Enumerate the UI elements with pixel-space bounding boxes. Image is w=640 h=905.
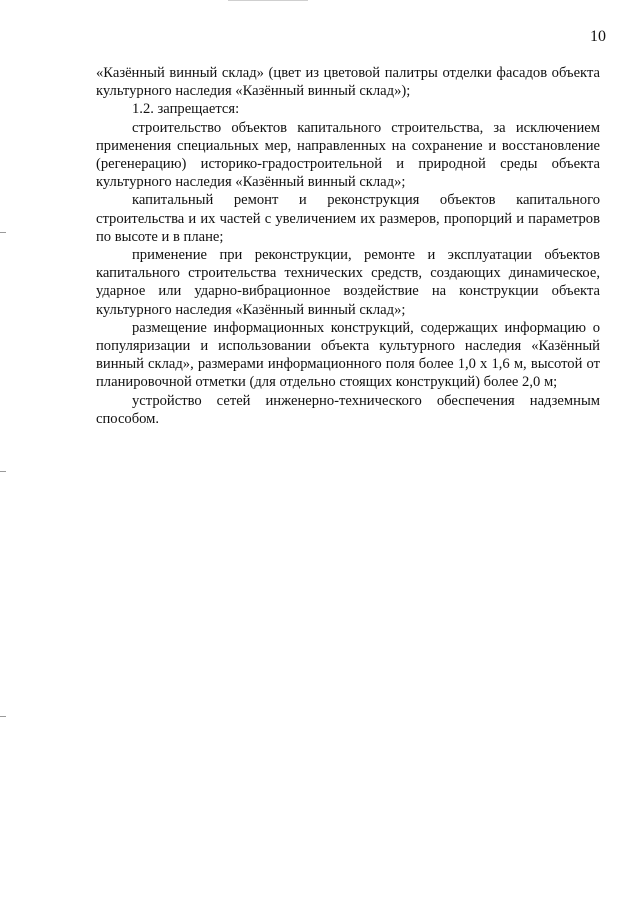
paragraph-continuation: «Казённый винный склад» (цвет из цветовой палитры отделки фасадов объекта культурного наследия «Казённый винный склад»); (96, 65, 600, 100)
document-body (96, 64, 600, 428)
paragraph: устройство сетей инженерно-технического обеспечения надземным способом. (96, 392, 600, 427)
paragraph: строительство объектов капитального строительства, за исключением применения специальных мер, направленных на сохранение и восстановление (регенерацию) историко-градостроительной и природной среды объекта культурного наследия «Казённый винный склад»; (96, 119, 600, 191)
page-number: 10 (590, 28, 606, 45)
paragraph: применение при реконструкции, ремонте и эксплуатации объектов капитального строительства технических средств, создающих динамическое, ударное или ударно-вибрационное воздействие на конструкции объекта культурного наследия «Казённый винный склад»; (96, 247, 600, 318)
scan-edge-mark (0, 471, 6, 472)
section-heading: 1.2. запрещается: (132, 101, 240, 118)
scan-edge-mark (0, 716, 6, 717)
scan-edge-mark (0, 232, 6, 233)
scan-artifact-line (228, 0, 308, 1)
paragraph: размещение информационных конструкций, содержащих информацию о популяризации и использовании объекта культурного наследия «Казённый винный склад», размерами информационного поля более 1,0 х 1,6 м, высотой от планировочной отметки (для отдельно стоящих конструкций) более 2,0 м; (96, 319, 600, 391)
paragraph: капитальный ремонт и реконструкция объектов капитального строительства и их частей с увеличением их размеров, пропорций и параметров по высоте и в плане; (96, 192, 600, 245)
